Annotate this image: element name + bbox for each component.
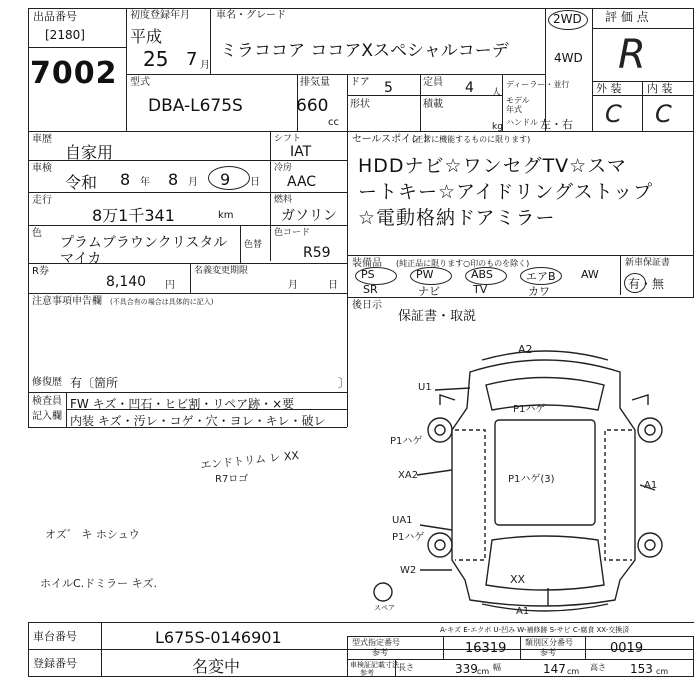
equipment-item2-3: カワ [528, 285, 550, 298]
hw-ua1: UA1 [392, 515, 413, 526]
mileage-label: 走行 [32, 195, 52, 206]
color-label: 色 [32, 228, 42, 239]
equipment-sublabel: (純正品に限ります○印のものを除く) [396, 259, 530, 268]
height-value: 153 [630, 662, 653, 676]
shift-label: シフト [274, 134, 302, 144]
mileage-value: 8万1千341 [92, 206, 175, 225]
doors-value: 5 [384, 80, 393, 96]
reg-year-era: 平成 [130, 27, 163, 46]
model-label: 型式 [130, 77, 150, 88]
model-year-label: モデル年式 [506, 96, 530, 114]
handle-value: 左・右 [540, 118, 573, 131]
equipment-item-4: AW [581, 268, 599, 281]
equipment-item-3: エアB [526, 270, 556, 283]
inspection-month: 8 [168, 170, 179, 189]
notes-label: 注意事項申告欄 [32, 296, 102, 307]
sales-point-line2: ートキー☆アイドリングストップ [358, 181, 654, 203]
hw-note-1: エンドトリム レ XX [199, 448, 300, 473]
expiry-month-unit: 月 [288, 280, 298, 291]
chassis-value: L675S-0146901 [155, 628, 282, 647]
inspection-month-unit: 月 [188, 177, 198, 188]
score-interior: C [655, 100, 672, 128]
recycle-unit: 円 [165, 280, 175, 291]
hw-note-3: オズ゛ キ ホシュウ [45, 528, 140, 541]
score-exterior: C [605, 100, 622, 128]
type-spec-sub: 参考 [372, 648, 388, 657]
mileage-unit: km [218, 210, 234, 221]
hw-a1b: A1 [516, 606, 530, 617]
fuel-value: ガソリン [281, 208, 337, 224]
damage-legend: A-キズ E-エクボ U-凹み W-補修跡 S-サビ C-腐食 XX-交換済 [440, 626, 630, 634]
reg-year-label: 初度登録年月 [130, 10, 190, 21]
capacity-value: 4 [465, 80, 474, 96]
reg-year-month-unit: 月 [200, 60, 210, 71]
hw-p1d: P1ハゲ(3) [508, 474, 555, 485]
inspection-day: 9 [220, 170, 231, 189]
rear-notes-value: 保証書・取説 [398, 309, 477, 324]
aircon-value: AAC [287, 174, 317, 190]
color-line1: プラムブラウンクリスタル [60, 235, 228, 251]
equipment-label: 装備品 [352, 258, 382, 269]
hw-p1c: P1ハゲ [392, 532, 425, 543]
hw-p1a: P1ハゲ [513, 404, 546, 415]
class-label: 類別区分番号 [525, 638, 573, 647]
reg-year-month: 7 [186, 49, 198, 70]
color-code: R59 [303, 245, 331, 261]
hw-xx: XX [510, 573, 526, 586]
expiry-day-unit: 日 [328, 280, 338, 291]
fuel-label: 燃料 [274, 195, 293, 205]
equipment-item2-1: ナビ [418, 285, 440, 298]
load-label: 積載 [423, 99, 443, 110]
width-value: 147 [543, 662, 566, 676]
length-label: 長さ [398, 663, 414, 672]
equipment-item-0: PS [361, 268, 375, 281]
chassis-label: 車台番号 [33, 630, 77, 643]
car-name-label: 車名・グレード [216, 10, 286, 21]
color-code-label: 色コード [274, 228, 311, 238]
history-value: 自家用 [65, 143, 114, 162]
height-unit: cm [656, 667, 669, 676]
score-exterior-label: 外 装 [596, 82, 622, 95]
score-label: 評 価 点 [605, 10, 649, 24]
shift-value: IAT [290, 144, 312, 160]
length-value: 339 [455, 662, 478, 676]
equipment-item2-2: TV [473, 283, 488, 296]
load-unit: kg [492, 122, 503, 132]
sales-point-label: セールスポイント [352, 134, 432, 145]
width-unit: cm [567, 667, 580, 676]
inspector-label1: 検査員 [32, 396, 62, 407]
notes-sublabel: (不具合有の場合は具体的に記入) [110, 298, 214, 306]
score-interior-label: 内 装 [647, 82, 673, 95]
capacity-unit: 人 [492, 88, 502, 98]
warranty-value: 有・無 [628, 277, 665, 291]
capacity-label: 定員 [423, 77, 443, 88]
inspection-day-unit: 日 [250, 177, 260, 188]
score-value: R [618, 32, 646, 78]
warranty-label: 新車保証書 [625, 258, 671, 268]
sales-point-line3: ☆電動格納ドアミラー [358, 207, 556, 229]
type-spec-label: 型式指定番号 [352, 638, 400, 647]
shape-label: 形状 [350, 99, 370, 110]
height-label: 高さ [590, 663, 606, 672]
hw-a1a: A1 [644, 480, 658, 491]
width-label: 幅 [493, 663, 501, 672]
repair-close: 〕 [338, 376, 351, 390]
lot-code: [2180] [45, 28, 85, 42]
spare-label: スペア [374, 604, 395, 612]
displacement-unit: cc [328, 117, 339, 128]
rear-notes-label: 後日示 [352, 300, 382, 311]
sales-point-line1: HDDナビ☆ワンセグTV☆スマ [358, 155, 627, 177]
inspector-row1: FW キズ・凹石・ヒビ割・リペア跡・×要 [70, 397, 295, 411]
repair-label: 修復歴 [32, 377, 62, 388]
color-line2: マイカ [60, 251, 102, 267]
car-name: ミラココア ココアXスペシャルコーデ [220, 41, 509, 61]
hw-u1: U1 [418, 382, 432, 393]
hw-p1b: P1ハゲ [390, 436, 423, 447]
class-value: 0019 [610, 641, 644, 656]
type-spec-value: 16319 [465, 641, 507, 656]
doors-label: ドア [350, 77, 370, 88]
sales-point-sublabel: (正常に機能するものに限ります) [412, 135, 531, 144]
lot-number: 7002 [30, 56, 118, 91]
reg-year-year: 25 [143, 47, 169, 71]
displacement-value: 660 [296, 96, 329, 116]
dimensions-label: 車検証記載寸法 [350, 661, 399, 669]
length-unit: cm [477, 667, 490, 676]
drive-2wd: 2WD [553, 12, 582, 26]
registration-value: 名変中 [192, 657, 241, 676]
equipment-item2-0: SR [363, 283, 378, 296]
class-sub: 参考 [540, 648, 556, 657]
inspector-row2: 内装 キズ・汚レ・コゲ・穴・ヨレ・キレ・破レ [70, 414, 326, 428]
inspection-year: 8 [120, 170, 131, 189]
recycle-label: R券 [32, 266, 49, 277]
recycle-value: 8,140 [106, 274, 147, 290]
inspection-year-unit: 年 [140, 177, 150, 188]
lot-label: 出品番号 [33, 10, 77, 23]
inspection-era: 令和 [65, 173, 98, 192]
hw-w2: W2 [400, 565, 417, 576]
drive-4wd: 4WD [554, 51, 583, 65]
equipment-item-1: PW [416, 268, 434, 281]
dealer-label: ディーラー・並行 [506, 80, 570, 89]
inspector-label2: 記入欄 [32, 411, 62, 422]
hw-a2: A2 [518, 343, 533, 356]
inspection-label: 車検 [32, 163, 52, 174]
equipment-item-2: ABS [471, 268, 493, 281]
hw-note-2: R7ロゴ [215, 474, 249, 485]
dimensions-sub: 参考 [360, 669, 374, 677]
hw-xa2: XA2 [398, 470, 419, 481]
color-change-label: 色替 [244, 240, 263, 250]
model-value: DBA-L675S [148, 96, 243, 116]
registration-label: 登録番号 [33, 657, 77, 670]
history-label: 車歴 [32, 134, 52, 145]
repair-value: 有〔箇所 [70, 376, 119, 390]
aircon-label: 冷房 [274, 163, 293, 173]
handle-label: ハンドル [506, 118, 538, 127]
hw-note-4: ホイルC.ドミラー キズ. [40, 577, 157, 590]
expiry-label: 名義変更期限 [194, 266, 249, 276]
displacement-label: 排気量 [300, 77, 330, 88]
